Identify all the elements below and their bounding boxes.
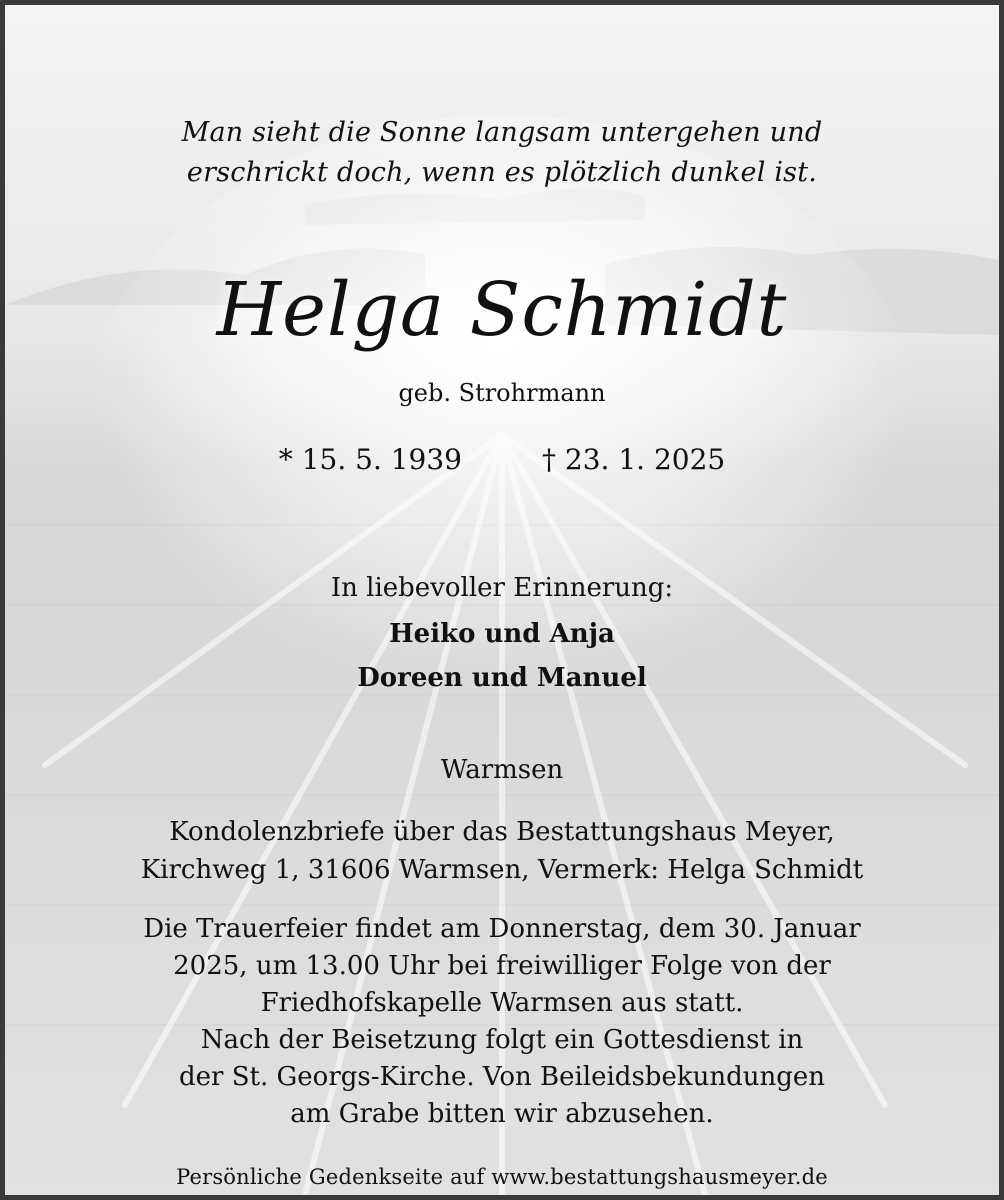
funeral-line: Nach der Beisetzung folgt ein Gottesdienst in xyxy=(200,1025,804,1055)
life-dates xyxy=(5,443,999,476)
motto-quote xyxy=(5,113,999,193)
condolence-line: Kondolenzbriefe über das Bestattungshaus Meyer, xyxy=(169,817,835,847)
motto-line: Man sieht die Sonne langsam untergehen und xyxy=(181,117,823,148)
memory-intro: In liebevoller Erinnerung: xyxy=(330,573,674,603)
family-member: Heiko und Anja xyxy=(389,619,615,649)
funeral-line: der St. Georgs-Kirche. Von Beileidsbekundungen xyxy=(179,1062,825,1092)
obituary-text xyxy=(5,5,999,1195)
funeral-line: am Grabe bitten wir abzusehen. xyxy=(290,1099,714,1129)
condolence-address xyxy=(5,813,999,889)
funeral-line: Friedhofskapelle Warmsen aus statt. xyxy=(260,988,744,1018)
motto-line: erschrickt doch, wenn es plötzlich dunkel ist. xyxy=(186,157,818,188)
condolence-line: Kirchweg 1, 31606 Warmsen, Vermerk: Helga Schmidt xyxy=(140,855,864,885)
funeral-notice xyxy=(5,911,999,1133)
birth-date: * 15. 5. 1939 xyxy=(278,443,462,476)
memorial-page-link[interactable]: Persönliche Gedenkseite auf www.bestattungshausmeyer.de xyxy=(176,1165,828,1189)
funeral-line: 2025, um 13.00 Uhr bei freiwilliger Folge von der xyxy=(173,951,831,981)
funeral-line: Die Trauerfeier findet am Donnerstag, dem 30. Januar xyxy=(143,914,861,944)
town-name: Warmsen xyxy=(440,755,564,785)
death-date: † 23. 1. 2025 xyxy=(542,443,726,476)
deceased-name: Helga Schmidt xyxy=(216,267,788,353)
maiden-name: geb. Strohrmann xyxy=(398,379,606,407)
family-member: Doreen und Manuel xyxy=(357,663,647,693)
